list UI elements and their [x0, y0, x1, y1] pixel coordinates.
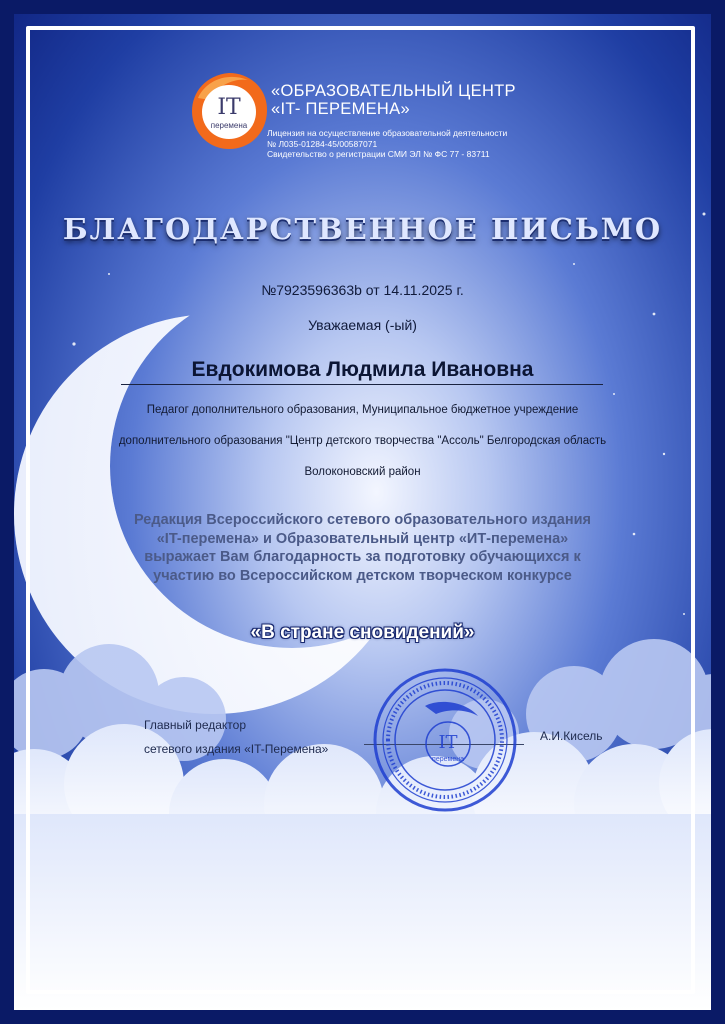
certificate [14, 14, 711, 1010]
thanks-text: Редакция Всероссийского сетевого образовательного издания «IT-перемена» и Образовательный центр «ИТ-перемена» выражает Вам благодарность за подготовку обучающихся к участию во Всероссийском детском творческом конкурсе [134, 512, 591, 584]
svg-text:перемена: перемена [432, 756, 464, 763]
document-title: БЛАГОДАРСТВЕННОЕ ПИСЬМО [62, 212, 663, 246]
salutation: Уважаемая (-ый) [308, 317, 417, 333]
editor-name: А.И.Кисель [540, 729, 603, 743]
organization-name: «ОБРАЗОВАТЕЛЬНЫЙ ЦЕНТР «IT- ПЕРЕМЕНА» [271, 82, 516, 118]
recipient-underline [121, 384, 603, 385]
svg-text:IT: IT [438, 732, 458, 753]
contest-name: «В стране сновидений» [250, 622, 475, 643]
it-peremena-logo-icon [188, 70, 270, 152]
svg-text:IT: IT [217, 95, 241, 120]
official-stamp-icon [370, 666, 520, 814]
svg-text:перемена: перемена [210, 121, 248, 130]
document-number: №7923596363b от 14.11.2025 г. [261, 282, 464, 298]
recipient-position: Педагог дополнительного образования, Муниципальное бюджетное учреждение дополнительного образования "Центр детского творчества "Ассоль" Белгородская область Волоконовский район [118, 404, 607, 478]
recipient-name: Евдокимова Людмила Ивановна [191, 358, 534, 381]
editor-label: Главный редактор сетевого издания «IT-Перемена» [144, 718, 329, 756]
inner-frame-border [26, 26, 695, 994]
license-info: Лицензия на осуществление образовательной деятельности № Л035-01284-45/00587071 Свидетельство о регистрации СМИ ЭЛ № ФС 77 - 83711 [267, 128, 508, 159]
